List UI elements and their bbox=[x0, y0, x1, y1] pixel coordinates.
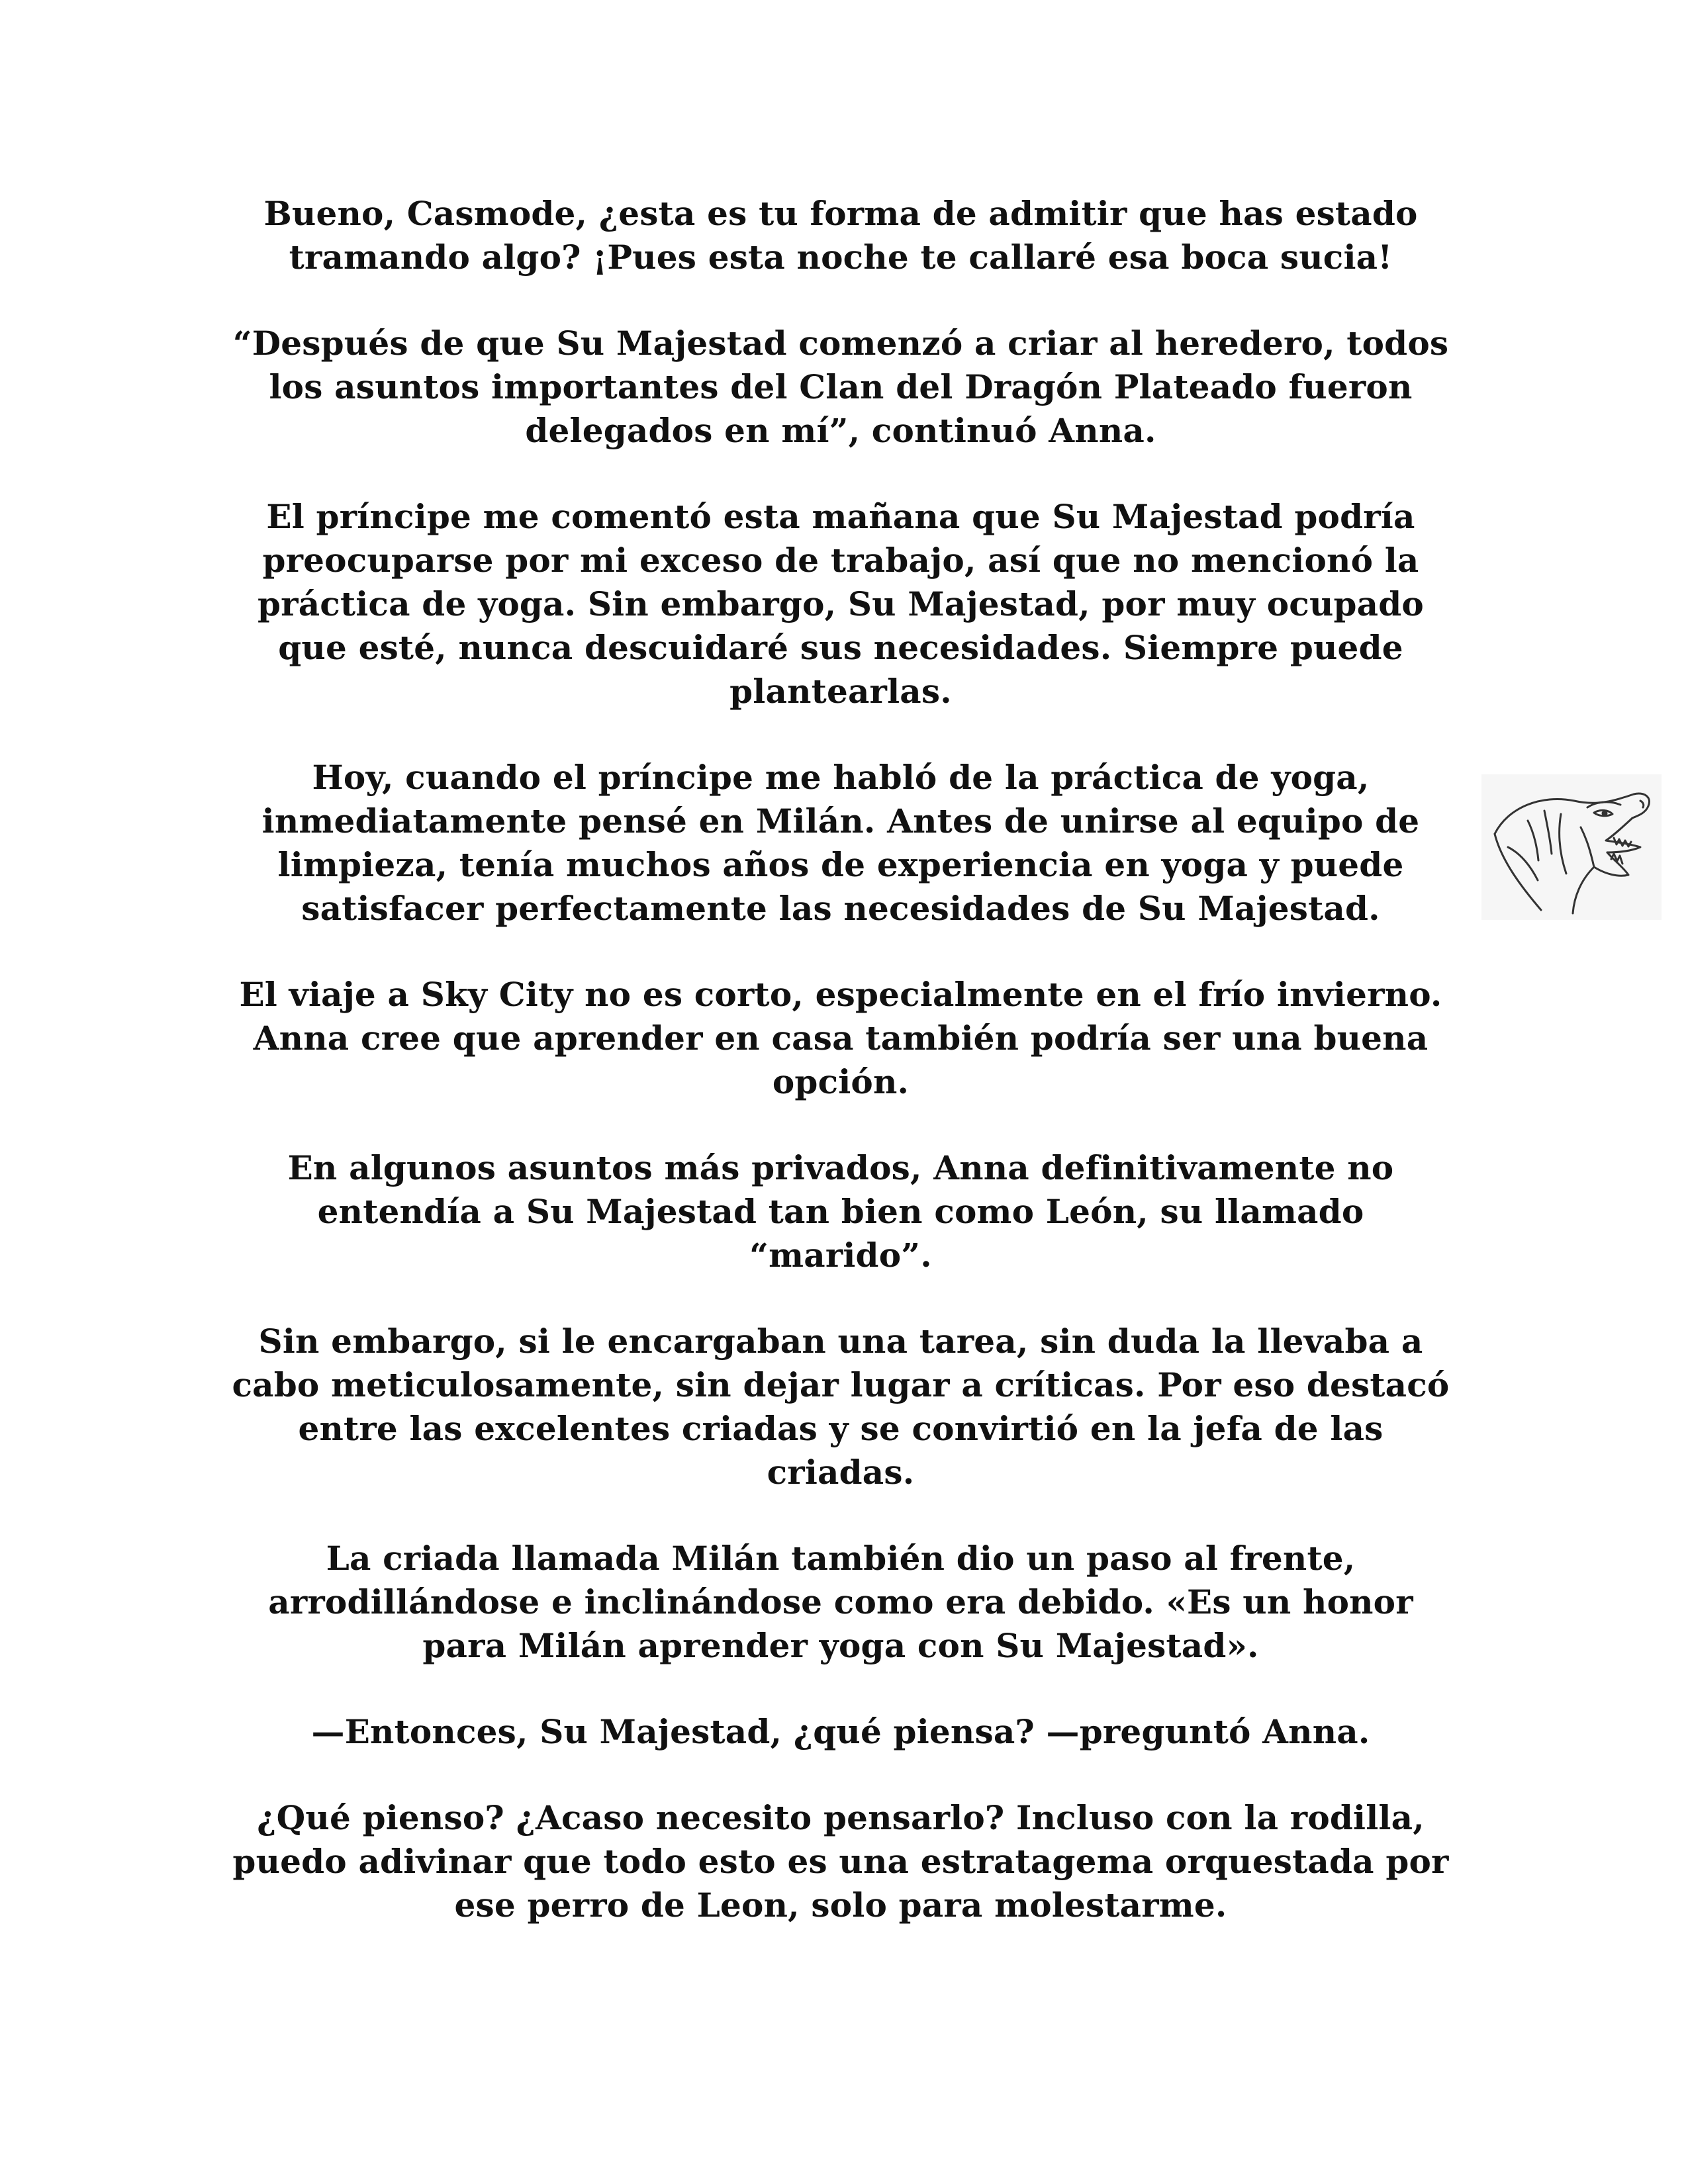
dragon-head-icon bbox=[1481, 774, 1662, 920]
paragraph-2: “Después de que Su Majestad comenzó a criar al heredero, todos los asuntos importantes del Clan del Dragón Plateado fueron delegados en mí”, continuó Anna. bbox=[232, 324, 1449, 450]
paragraph-10: ¿Qué pienso? ¿Acaso necesito pensarlo? Incluso con la rodilla, puedo adivinar que todo esto es una estratagema orquestada por ese perro de Leon, solo para molestarme. bbox=[232, 1798, 1449, 1925]
paragraph-6: En algunos asuntos más privados, Anna definitivamente no entendía a Su Majestad tan bien como León, su llamado “marido”. bbox=[287, 1148, 1394, 1275]
paragraph-7: Sin embargo, si le encargaban una tarea, sin duda la llevaba a cabo meticulosamente, sin dejar lugar a críticas. Por eso destacó entre las excelentes criadas y se convirtió en la jefa de las criadas. bbox=[232, 1322, 1450, 1492]
paragraph-8: La criada llamada Milán también dio un paso al frente, arrodillándose e inclinándose como era debido. «Es un honor para Milán aprender yoga con Su Majestad». bbox=[268, 1539, 1413, 1665]
paragraph-3: El príncipe me comentó esta mañana que Su Majestad podría preocuparse por mi exceso de trabajo, así que no mencionó la práctica de yoga. Sin embargo, Su Majestad, por muy ocupado que esté, nunca descuidaré sus necesidades. Siempre puede plantearlas. bbox=[258, 497, 1424, 711]
paragraph-5: El viaje a Sky City no es corto, especialmente en el frío invierno. Anna cree que aprender en casa también podría ser una buena opción. bbox=[239, 975, 1442, 1101]
paragraph-1: Bueno, Casmode, ¿esta es tu forma de admitir que has estado tramando algo? ¡Pues esta noche te callaré esa boca sucia! bbox=[263, 194, 1418, 277]
paragraph-9: —Entonces, Su Majestad, ¿qué piensa? —preguntó Anna. bbox=[311, 1712, 1370, 1751]
story-text bbox=[225, 192, 1456, 1970]
paragraph-4: Hoy, cuando el príncipe me habló de la práctica de yoga, inmediatamente pensé en Milán. Antes de unirse al equipo de limpieza, tenía muchos años de experiencia en yoga y puede satisfacer perfectamente las necesidades de Su Majestad. bbox=[261, 758, 1420, 928]
